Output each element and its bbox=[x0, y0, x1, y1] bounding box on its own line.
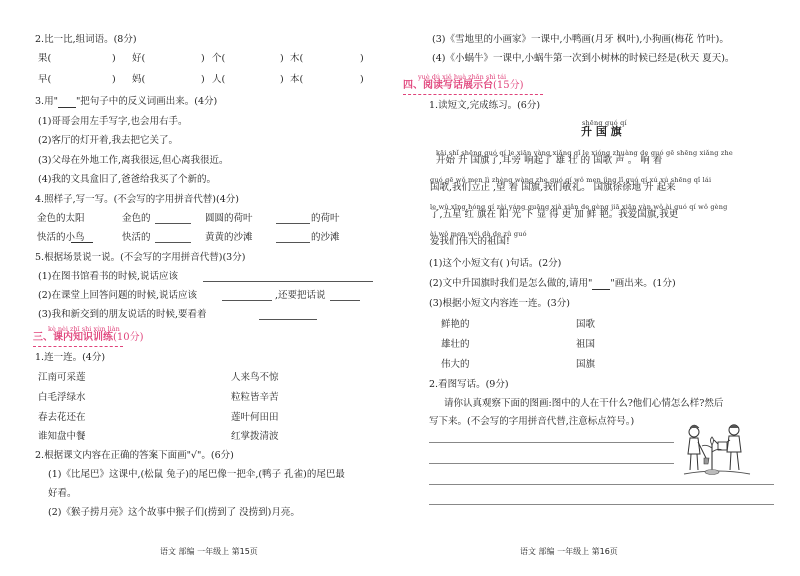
sec4-heading bbox=[403, 80, 524, 92]
sec3-pinyin: kè nèi zhī shi xùn liàn bbox=[48, 325, 120, 333]
read-q3: (3)根据小短文内容连一连。(3分) bbox=[429, 298, 570, 309]
sec3-title: 三、课内知识训练 bbox=[33, 332, 113, 343]
q5-item-1: (1)在图书馆看书的时候,说话应该 bbox=[38, 271, 178, 282]
q2b-line-1: (1)《比尾巴》这课中,(松鼠 兔子)的尾巴像一把伞,(鸭子 孔雀)的尾巴最 bbox=[48, 469, 345, 480]
top-item-3: (3)《雪地里的小画家》一课中,小鸭画(月牙 枫叶),小狗画(梅花 竹叶)。 bbox=[432, 34, 729, 45]
q5-item-2: (2)在课堂上回答问题的时候,说话应该 bbox=[38, 290, 197, 301]
read-q2-a: (2)文中升国旗时我们是怎么做的,请用" bbox=[429, 278, 593, 289]
answer-line[interactable] bbox=[330, 300, 360, 301]
q3-item-2: (2)客厅的灯开着,我去把它关了。 bbox=[38, 135, 178, 146]
match-left-3[interactable]: 春去花还在 bbox=[38, 412, 86, 423]
underline-sample bbox=[58, 97, 76, 108]
soil-mound bbox=[705, 470, 719, 475]
example-phrase: 圆圆的荷叶 bbox=[205, 213, 253, 224]
phrase-prefix: 快活的 bbox=[122, 232, 151, 243]
para-4-pinyin: ài wǒ men wěi dà de zǔ guó bbox=[430, 230, 527, 238]
top-item-4: (4)《小蜗牛》一课中,小蜗牛第一次到小树林的时候已经是(秋天 夏天)。 bbox=[432, 53, 735, 64]
word-cell: 好( bbox=[132, 53, 146, 64]
writing-line-4[interactable] bbox=[429, 504, 774, 505]
word-cell: ) bbox=[112, 74, 116, 85]
read-title: 1.读短文,完成练习。(6分) bbox=[429, 100, 541, 111]
para-1: 开始 升 国旗了,耳旁 响起了 雄 壮 的 国歌 声 。 响 着 bbox=[436, 155, 663, 166]
write-instr-2: 写下来。(不会写的字用拼音代替,注意标点符号。) bbox=[429, 416, 635, 427]
match-left-3[interactable]: 伟大的 bbox=[441, 359, 470, 370]
q3-title bbox=[35, 96, 217, 108]
writing-line-2[interactable] bbox=[429, 463, 674, 464]
q2b-line-2: (2)《猴子捞月亮》这个故事中猴子们(捞到了 没捞到)月亮。 bbox=[48, 507, 300, 518]
sec4-divider bbox=[403, 94, 543, 95]
match-right-2[interactable]: 粒粒皆辛苦 bbox=[231, 392, 279, 403]
children-planting-tree-illustration bbox=[682, 418, 752, 480]
q3-title-b: "把句子中的反义词画出来。(4分) bbox=[75, 96, 218, 107]
write-instr-1: 请你认真观察下面的图画:图中的人在干什么?他们心情怎么样?然后 bbox=[444, 398, 724, 409]
sec3-divider bbox=[33, 346, 123, 347]
word-cell: ) bbox=[201, 74, 205, 85]
q5-item-3: (3)我和新交到的朋友说话的时候,要看着 bbox=[38, 309, 207, 320]
match-left-1[interactable]: 江南可采莲 bbox=[38, 372, 86, 383]
word-cell: 人( bbox=[212, 74, 226, 85]
word-cell: ) bbox=[112, 53, 116, 64]
child-right-body bbox=[727, 436, 741, 452]
match-right-1[interactable]: 人来鸟不惊 bbox=[231, 372, 279, 383]
match-right-3[interactable]: 莲叶何田田 bbox=[231, 412, 279, 423]
page-footer: 语文 部编 一年级上 第16页 bbox=[520, 547, 618, 556]
writing-line-3[interactable] bbox=[429, 484, 774, 485]
phrase-suffix: 的荷叶 bbox=[311, 213, 340, 224]
answer-blank[interactable] bbox=[276, 223, 310, 224]
answer-line[interactable] bbox=[203, 281, 373, 282]
word-cell: 本( bbox=[290, 74, 304, 85]
q3-item-3: (3)父母在外地工作,离我很远,但心离我很近。 bbox=[38, 155, 229, 166]
word-cell: ) bbox=[280, 74, 284, 85]
match-right-1[interactable]: 国歌 bbox=[576, 319, 596, 330]
phrase-prefix: 金色的 bbox=[122, 213, 151, 224]
answer-blank[interactable] bbox=[276, 242, 310, 243]
word-cell: 木( bbox=[290, 53, 304, 64]
para-2-pinyin: guó gē wǒ men lì zhèng wàng zhe guó qí wǒ men jìng lǐ guó qí xú xú shēng qǐ lái bbox=[430, 176, 712, 184]
word-cell: 果( bbox=[38, 53, 52, 64]
para-4: 爱我们伟大的祖国! bbox=[430, 236, 510, 247]
answer-blank[interactable] bbox=[155, 223, 191, 224]
q3-item-4: (4)我的文具盒旧了,爸爸给我买了个新的。 bbox=[38, 174, 216, 185]
match-left-4[interactable]: 谁知盘中餐 bbox=[38, 431, 86, 442]
word-cell: ) bbox=[360, 53, 364, 64]
underline-sample bbox=[592, 279, 610, 290]
q1-title: 1.连一连。(4分) bbox=[35, 352, 106, 363]
example-phrase: 黄黄的沙滩 bbox=[205, 232, 253, 243]
example-phrase: 快活的小鸟 bbox=[37, 232, 85, 243]
story-pinyin: shēng guó qí bbox=[582, 119, 627, 127]
word-cell: ) bbox=[201, 53, 205, 64]
word-cell: 妈( bbox=[132, 74, 146, 85]
page-footer: 语文 部编 一年级上 第15页 bbox=[160, 547, 258, 556]
q2b-title: 2.根据课文内容在正确的答案下面画"√"。(6分) bbox=[35, 450, 234, 461]
watering-can bbox=[718, 442, 727, 450]
answer-blank[interactable] bbox=[155, 242, 191, 243]
right-page bbox=[400, 0, 800, 576]
sec4-pinyin: yuè dú xiě huà zhǎn shì tái bbox=[418, 73, 507, 81]
example-underline bbox=[71, 242, 93, 243]
match-right-4[interactable]: 红掌拨清波 bbox=[231, 431, 279, 442]
story-title: 升 国 旗 bbox=[581, 125, 622, 138]
word-cell: ) bbox=[360, 74, 364, 85]
example-phrase: 金色的太阳 bbox=[37, 213, 85, 224]
child-left-head bbox=[689, 427, 699, 437]
q4-title: 4.照样子,写一写。(不会写的字用拼音代替)(4分) bbox=[35, 194, 239, 205]
phrase-suffix: 的沙滩 bbox=[311, 232, 340, 243]
read-q1: (1)这个小短文有( )句话。(2分) bbox=[429, 258, 562, 269]
q5-title: 5.根据场景说一说。(不会写的字用拼音代替)(3分) bbox=[35, 252, 246, 263]
match-left-1[interactable]: 鲜艳的 bbox=[441, 319, 470, 330]
write-title: 2.看图写话。(9分) bbox=[429, 379, 509, 390]
word-cell: 个( bbox=[212, 53, 226, 64]
match-left-2[interactable]: 白毛浮绿水 bbox=[38, 392, 86, 403]
para-3: 了,五星 红 旗在 阳 光 下 显 得 更 加 鲜 艳。我爱国旗,我更 bbox=[430, 209, 679, 220]
match-right-2[interactable]: 祖国 bbox=[576, 339, 596, 350]
q5-item-2b: ,还要把话说 bbox=[275, 290, 326, 301]
sec3-score: (10分) bbox=[113, 332, 144, 343]
word-cell: ) bbox=[280, 53, 284, 64]
read-q2 bbox=[429, 278, 676, 290]
sec3-heading bbox=[33, 332, 144, 344]
answer-line[interactable] bbox=[259, 319, 317, 320]
para-2: 国歌,我们立正 ,望 着 国旗,我们敬礼。 国旗徐徐地 升 起来 bbox=[430, 182, 676, 193]
writing-line-1[interactable] bbox=[429, 442, 674, 443]
sec4-score: (15分) bbox=[493, 80, 524, 91]
shovel-blade bbox=[704, 458, 709, 464]
para-1-pinyin: kāi shǐ shēng guó qí le xiān yàng xiǎng qǐ le xióng zhuàng de guó gē shēng xiǎng zhe bbox=[436, 149, 733, 157]
q2b-line-1b: 好看。 bbox=[48, 488, 77, 499]
para-3-pinyin: le wǔ xīng hóng qí zài yáng guāng xià xiǎn de gèng jiā xiān yàn wǒ ài guó qí wǒ gèng bbox=[430, 203, 728, 211]
q3-title-a: 3.用" bbox=[35, 96, 58, 107]
answer-line[interactable] bbox=[222, 300, 272, 301]
sec4-title: 四、阅读写话展示台 bbox=[403, 80, 493, 91]
q3-item-1: (1)哥哥会用左手写字,也会用右手。 bbox=[38, 116, 188, 127]
read-q2-b: "画出来。(1分) bbox=[610, 278, 676, 289]
match-left-2[interactable]: 雄壮的 bbox=[441, 339, 470, 350]
q2-title: 2.比一比,组词语。(8分) bbox=[35, 34, 137, 45]
child-left-body bbox=[688, 438, 700, 454]
word-cell: 早( bbox=[38, 74, 52, 85]
match-right-3[interactable]: 国旗 bbox=[576, 359, 596, 370]
